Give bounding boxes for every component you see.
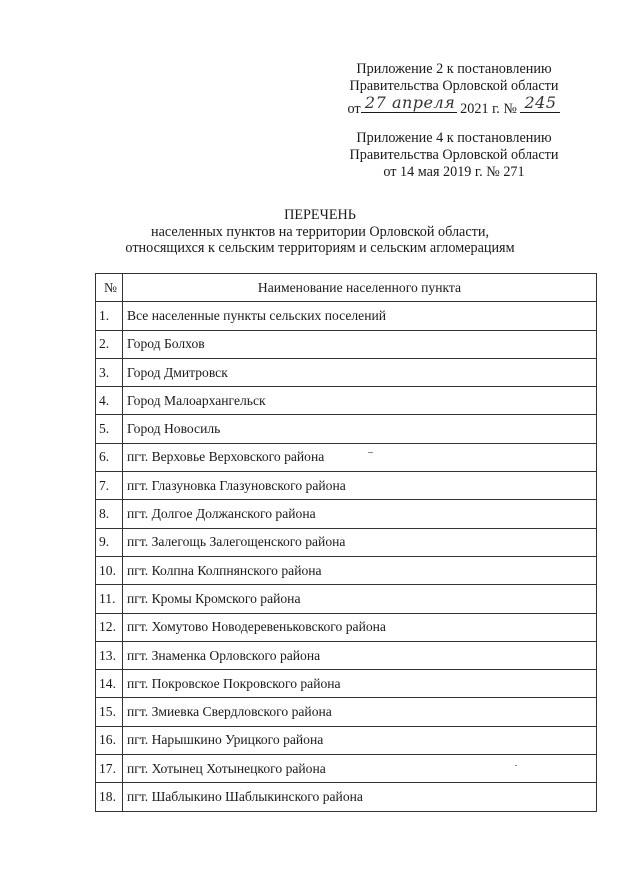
table-row [96,387,597,415]
date-month-field [391,95,457,113]
settlement-name: пгт. Долгое Должанского района [123,500,597,528]
appendix-current-line2: Правительства Орловской области [349,78,559,94]
appendix-original-line3: от 14 мая 2019 г. № 271 [383,164,525,180]
table-row [96,670,597,698]
row-number: 13. [96,641,123,669]
settlement-name: пгт. Знаменка Орловского района [123,641,597,669]
row-number: 2. [96,330,123,358]
row-number: 4. [96,387,123,415]
appendix-current-date-line [324,95,584,118]
settlement-name: пгт. Залегощь Залегощенского района [123,528,597,556]
settlement-name: Город Новосиль [123,415,597,443]
appendix-original-block [324,130,584,181]
row-number: 8. [96,500,123,528]
row-number: 12. [96,613,123,641]
settlement-name: пгт. Глазуновка Глазуновского района [123,472,597,500]
table-row [96,358,597,386]
table-row [96,500,597,528]
scan-speck [368,452,373,453]
appendix-original-line2: Правительства Орловской области [349,147,559,163]
appendix-current-line1: Приложение 2 к постановлению [356,61,552,77]
table-row [96,585,597,613]
table-row [96,613,597,641]
settlement-name: пгт. Хотынец Хотынецкого района [123,755,597,783]
document-subtitle-line2: относящихся к сельским территориям и сельским агломерациям [125,240,515,256]
appendix-current-block [324,61,584,118]
settlement-name: Все населенные пункты сельских поселений [123,302,597,330]
table-row [96,698,597,726]
table-row [96,556,597,584]
document-number-field [520,95,560,113]
row-number: 16. [96,726,123,754]
table-body [96,302,597,811]
row-number: 10. [96,556,123,584]
row-number: 17. [96,755,123,783]
settlement-name: Город Болхов [123,330,597,358]
table-row [96,641,597,669]
table-row [96,755,597,783]
settlement-name: пгт. Хомутово Новодеревеньковского района [123,613,597,641]
table-row [96,415,597,443]
row-number: 9. [96,528,123,556]
column-header-number: № [96,274,123,302]
table-row [96,783,597,811]
date-year-text: 2021 г. № [460,101,517,117]
row-number: 11. [96,585,123,613]
settlement-name: пгт. Кромы Кромского района [123,585,597,613]
settlements-table [95,273,597,812]
row-number: 5. [96,415,123,443]
settlement-name: пгт. Змиевка Свердловского района [123,698,597,726]
row-number: 18. [96,783,123,811]
row-number: 3. [96,358,123,386]
row-number: 7. [96,472,123,500]
table-row [96,443,597,471]
row-number: 15. [96,698,123,726]
handwritten-day: 27 [364,93,387,112]
row-number: 6. [96,443,123,471]
table-header-row [96,274,597,302]
appendix-original-line1: Приложение 4 к постановлению [356,130,552,146]
table-row [96,726,597,754]
table-row [96,302,597,330]
settlement-name: пгт. Нарышкино Урицкого района [123,726,597,754]
settlement-name: пгт. Колпна Колпнянского района [123,556,597,584]
document-title: ПЕРЕЧЕНЬ [284,207,356,223]
table-row [96,472,597,500]
date-prefix: от [347,101,361,117]
handwritten-month: апреля [391,93,456,112]
settlement-name: пгт. Верховье Верховского района [123,443,597,471]
scan-speck [515,765,517,766]
table-row [96,330,597,358]
table-row [96,528,597,556]
document-subtitle-line1: населенных пунктов на территории Орловской области, [151,223,489,240]
date-day-field [361,95,391,113]
row-number: 1. [96,302,123,330]
settlement-name: пгт. Шаблыкино Шаблыкинского района [123,783,597,811]
row-number: 14. [96,670,123,698]
document-heading [0,207,640,257]
settlement-name: Город Малоархангельск [123,387,597,415]
settlement-name: Город Дмитровск [123,358,597,386]
settlement-name: пгт. Покровское Покровского района [123,670,597,698]
handwritten-number: 245 [524,93,557,112]
column-header-name: Наименование населенного пункта [123,274,597,302]
